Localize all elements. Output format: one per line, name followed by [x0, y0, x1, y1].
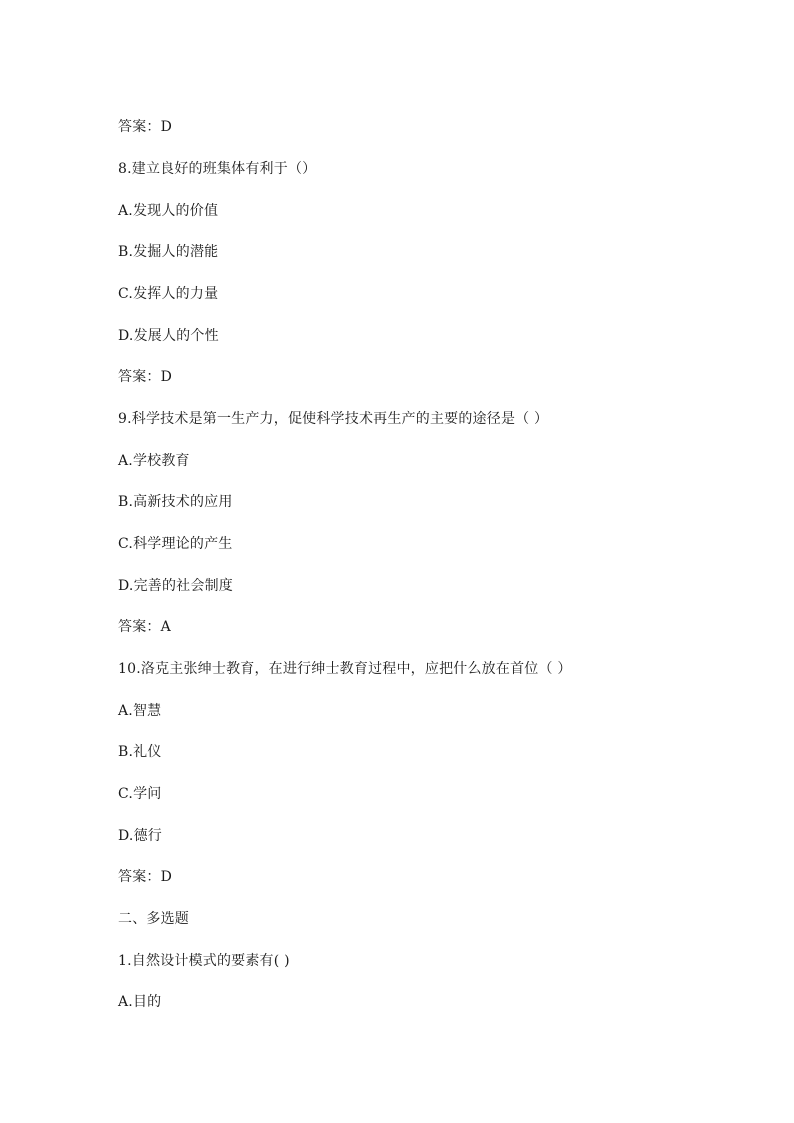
option-a-q10: A.智慧 [118, 703, 162, 719]
option-d-q9: D.完善的社会制度 [118, 578, 233, 594]
option-d-q8: D.发展人的个性 [118, 328, 219, 344]
question-9: 9.科学技术是第一生产力，促使科学技术再生产的主要的途径是（ ） [118, 411, 549, 427]
option-a-multi-q1: A.目的 [118, 994, 162, 1010]
multi-question-1: 1.自然设计模式的要素有( ) [118, 953, 290, 969]
option-b-q9: B.高新技术的应用 [118, 494, 233, 510]
option-a-q9: A.学校教育 [118, 453, 190, 469]
answer-line-q9: 答案：A [118, 619, 171, 635]
option-b-q8: B.发掘人的潜能 [118, 244, 219, 260]
option-c-q9: C.科学理论的产生 [118, 536, 233, 552]
question-8: 8.建立良好的班集体有利于（） [118, 161, 317, 177]
question-10: 10.洛克主张绅士教育，在进行绅士教育过程中，应把什么放在首位（ ） [118, 661, 572, 677]
option-b-q10: B.礼仪 [118, 744, 162, 760]
option-a-q8: A.发现人的价值 [118, 203, 219, 219]
option-c-q10: C.学问 [118, 786, 162, 802]
option-c-q8: C.发挥人的力量 [118, 286, 219, 302]
option-d-q10: D.德行 [118, 828, 162, 844]
section-heading-multiple-choice: 二、多选题 [118, 911, 189, 927]
answer-line-q7: 答案：D [118, 119, 173, 135]
answer-line-q10: 答案：D [118, 869, 173, 885]
answer-line-q8: 答案：D [118, 369, 173, 385]
